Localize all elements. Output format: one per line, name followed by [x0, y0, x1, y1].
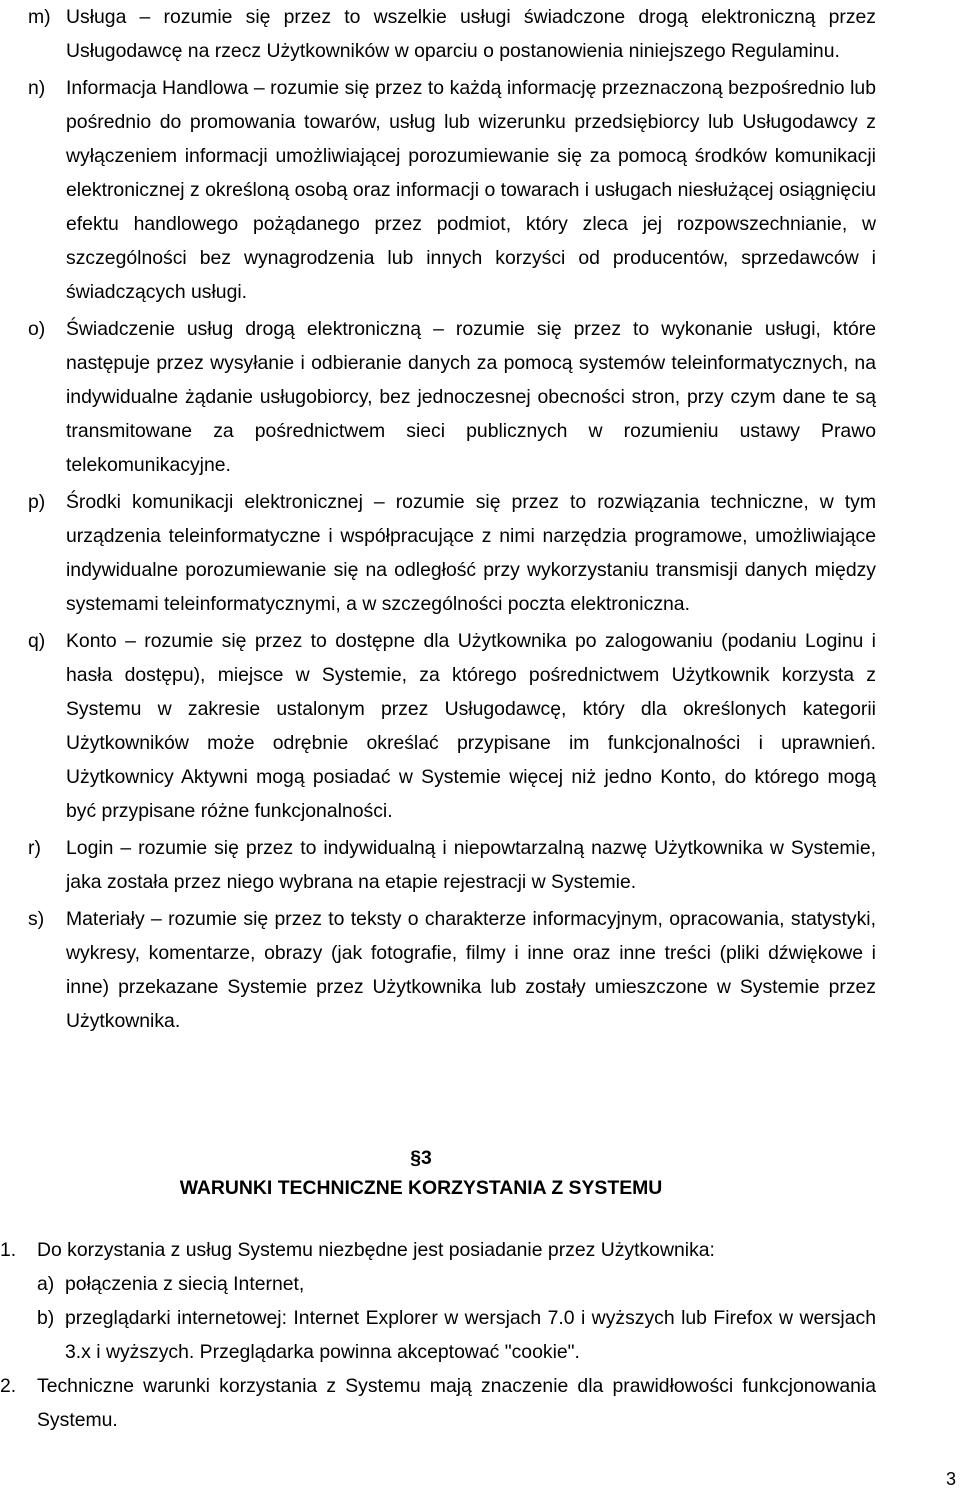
section-title: WARUNKI TECHNICZNE KORZYSTANIA Z SYSTEMU [179, 1177, 663, 1199]
list-marker: p) [28, 491, 46, 513]
sub-item-text: przeglądarki internetowej: Internet Explorer w wersjach 7.0 i wyższych lub Firefox w wersjach 3.x i wyższych. Przeglądarka powinna akceptować "cookie". [65, 1307, 876, 1363]
sub-item-text: połączenia z siecią Internet, [65, 1273, 305, 1295]
list-marker: o) [28, 318, 46, 340]
sub-marker: a) [37, 1273, 55, 1295]
definition-item-q [28, 624, 876, 828]
numbered-list [0, 1233, 876, 1437]
list-marker: m) [28, 6, 51, 28]
definition-text: Świadczenie usług drogą elektroniczną – rozumie się przez to wykonanie usługi, które następuje przez wysyłanie i odbieranie danych za pomocą systemów teleinformatycznych, na indywidualne żądanie usługobiorcy, bez jednoczesnej obecności stron, przy czym dane te są transmitowane za pośrednictwem sieci publicznych w rozumieniu ustawy Prawo telekomunikacyjne. [66, 318, 876, 476]
numbered-item-text: Do korzystania z usług Systemu niezbędne jest posiadanie przez Użytkownika: [37, 1239, 715, 1261]
numbered-item-text: Techniczne warunki korzystania z Systemu mają znaczenie dla prawidłowości funkcjonowania Systemu. [37, 1375, 876, 1431]
list-marker: n) [28, 77, 46, 99]
definition-item-p [28, 485, 876, 621]
definition-item-s [28, 902, 876, 1038]
definition-text: Usługa – rozumie się przez to wszelkie usługi świadczone drogą elektroniczną przez Usługodawcę na rzecz Użytkowników w oparciu o postanowienia niniejszego Regulaminu. [66, 6, 876, 62]
list-marker: s) [28, 908, 45, 930]
page-number: 3 [945, 1469, 956, 1489]
definition-text: Konto – rozumie się przez to dostępne dla Użytkownika po zalogowaniu (podaniu Loginu i hasła dostępu), miejsce w Systemie, za którego pośrednictwem Użytkownik korzysta z Systemu w zakresie ustalonym przez Usługodawcę, który dla określonych kategorii Użytkowników może odrębnie określać przypisane im funkcjonalności i uprawnień. Użytkownicy Aktywni mogą posiadać w Systemie więcej niż jedno Konto, do którego mogą być przypisane różne funkcjonalności. [66, 630, 876, 822]
definition-item-m [28, 0, 876, 68]
sub-item-a [37, 1267, 876, 1301]
numbered-item-2 [0, 1369, 876, 1437]
definitions-list [28, 0, 876, 1041]
sub-item-b [37, 1301, 876, 1369]
list-marker: r) [28, 837, 41, 859]
list-marker: q) [28, 630, 46, 652]
number-marker: 2. [0, 1375, 17, 1397]
definition-text: Materiały – rozumie się przez to teksty o charakterze informacyjnym, opracowania, statystyki, wykresy, komentarze, obrazy (jak fotografie, filmy i inne oraz inne treści (pliki dźwiękowe i inne) przekazane Systemie przez Użytkownika lub zostały umieszczone w Systemie przez Użytkownika. [66, 908, 876, 1032]
numbered-item-1 [0, 1233, 876, 1369]
definition-text: Środki komunikacji elektronicznej – rozumie się przez to rozwiązania techniczne, w tym urządzenia teleinformatyczne i współpracujące z nimi narzędzia programowe, umożliwiające indywidualne porozumiewanie się na odległość przy wykorzystaniu transmisji danych między systemami teleinformatycznymi, a w szczególności poczta elektroniczna. [66, 491, 876, 615]
definition-text: Login – rozumie się przez to indywidualną i niepowtarzalną nazwę Użytkownika w Systemie, jaka została przez niego wybrana na etapie rejestracji w Systemie. [66, 837, 876, 893]
section-number: §3 [410, 1147, 432, 1169]
sub-marker: b) [37, 1307, 55, 1329]
definition-text: Informacja Handlowa – rozumie się przez to każdą informację przeznaczoną bezpośrednio lub pośrednio do promowania towarów, usług lub wizerunku przedsiębiorcy lub Usługodawcy z wyłączeniem informacji umożliwiającej porozumiewanie się za pomocą środków komunikacji elektronicznej z określoną osobą oraz informacji o towarach i usługach niesłużącej osiągnięciu efektu handlowego pożądanego przez podmiot, który zleca jej rozpowszechnianie, w szczególności bez wynagrodzenia lub innych korzyści od producentów, sprzedawców i świadczących usługi. [66, 77, 876, 303]
definition-item-o [28, 312, 876, 482]
number-marker: 1. [0, 1239, 17, 1261]
definition-item-n [28, 71, 876, 309]
numbered-item-content [37, 1233, 876, 1369]
definition-item-r [28, 831, 876, 899]
